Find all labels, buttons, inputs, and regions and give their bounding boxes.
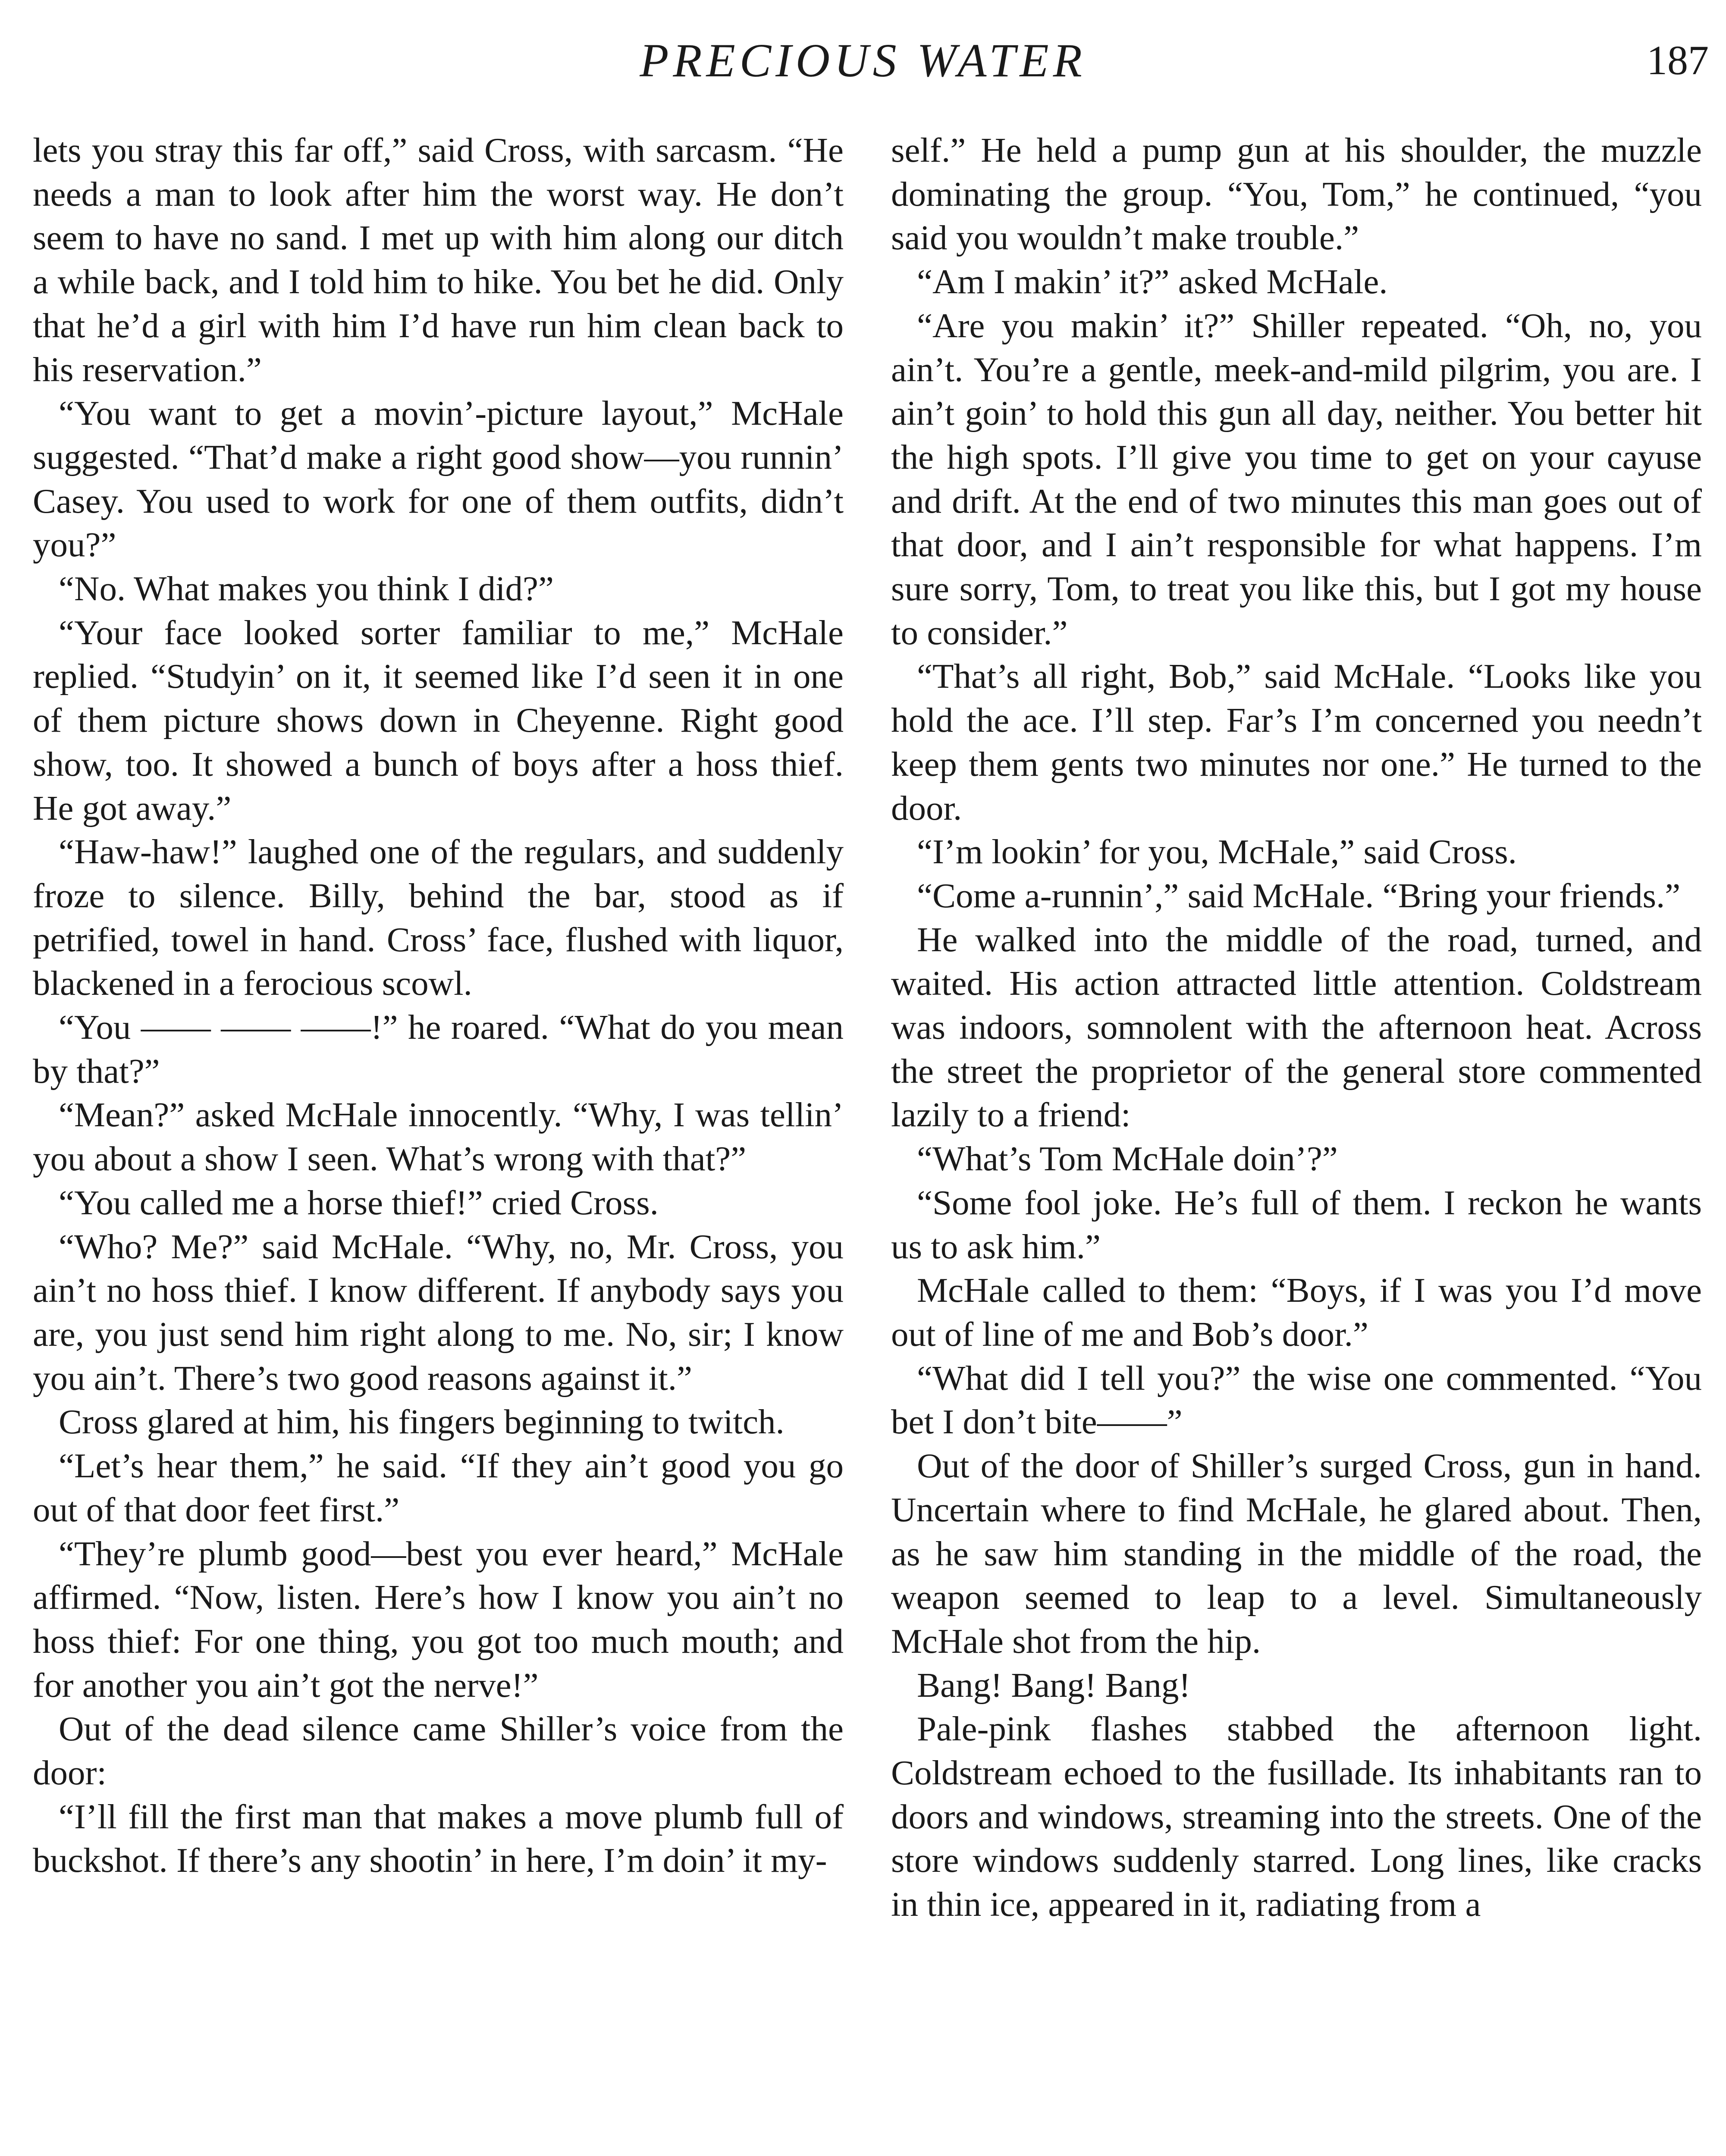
- paragraph: Bang! Bang! Bang!: [917, 1665, 1191, 1705]
- paragraph: “They’re plumb good—best you ever heard,” McHale affirmed. “Now, listen. Here’s how I know you ain’t no hoss thief: For one thing, you got too much mouth; and for another you ain’t got the nerve!”: [33, 1534, 844, 1705]
- paragraph: “That’s all right, Bob,” said McHale. “Looks like you hold the ace. I’ll step. Far’s I’m concerned you needn’t keep them gents two minutes nor one.” He turned to the door.: [891, 657, 1702, 827]
- paragraph: “You —— —— ——!” he roared. “What do you mean by that?”: [33, 1008, 844, 1091]
- paragraph: McHale called to them: “Boys, if I was you I’d move out of line of me and Bob’s door.”: [891, 1271, 1702, 1354]
- paragraph: “You called me a horse thief!” cried Cross.: [59, 1183, 659, 1222]
- paragraph: He walked into the middle of the road, turned, and waited. His action attracted little attention. Coldstream was indoors, somnolent with the afternoon heat. Across the street the proprietor of the general store commented lazily to a friend:: [891, 920, 1702, 1134]
- paragraph: “Am I makin’ it?” asked McHale.: [917, 262, 1388, 301]
- paragraph: “I’ll fill the first man that makes a move plumb full of buckshot. If there’s any shootin’ in here, I’m doin’ it my-: [33, 1797, 844, 1880]
- page-header: [0, 30, 1726, 91]
- running-title: PRECIOUS WATER: [640, 34, 1086, 87]
- paragraph: “Come a-runnin’,” said McHale. “Bring your friends.”: [917, 876, 1681, 915]
- left-text-column: [33, 128, 844, 1883]
- paragraph: “No. What makes you think I did?”: [59, 569, 554, 608]
- paragraph: “What did I tell you?” the wise one commented. “You bet I don’t bite——”: [891, 1358, 1702, 1442]
- right-text-column: [891, 128, 1702, 1927]
- paragraph: “Who? Me?” said McHale. “Why, no, Mr. Cross, you ain’t no hoss thief. I know different. If anybody says you are, you just send him right along to me. No, sir; I know you ain’t. There’s two good reasons against it.”: [33, 1227, 844, 1398]
- paragraph: Pale-pink flashes stabbed the afternoon light. Coldstream echoed to the fusillade. Its inhabitants ran to doors and windows, streaming into the streets. One of the store windows suddenly starred. Long lines, like cracks in thin ice, appeared in it, radiating from a: [891, 1709, 1702, 1924]
- page-number: 187: [1647, 37, 1709, 83]
- paragraph: Out of the dead silence came Shiller’s voice from the door:: [33, 1709, 844, 1792]
- paragraph: “Let’s hear them,” he said. “If they ain’t good you go out of that door feet first.”: [33, 1446, 844, 1529]
- paragraph: Cross glared at him, his fingers beginning to twitch.: [59, 1402, 785, 1442]
- paragraph: “I’m lookin’ for you, McHale,” said Cross.: [917, 832, 1517, 871]
- paragraph: “Your face looked sorter familiar to me,” McHale replied. “Studyin’ on it, it seemed like I’d seen it in one of them picture shows down in Cheyenne. Right good show, too. It showed a bunch of boys after a hoss thief. He got away.”: [33, 613, 844, 827]
- paragraph: Out of the door of Shiller’s surged Cross, gun in hand. Uncertain where to find McHale, he glared about. Then, as he saw him standing in the middle of the road, the weapon seemed to leap to a level. Simultaneously McHale shot from the hip.: [891, 1446, 1702, 1661]
- paragraph: “What’s Tom McHale doin’?”: [917, 1139, 1338, 1178]
- paragraph: “You want to get a movin’-picture layout,” McHale suggested. “That’d make a right good show—you runnin’ Casey. You used to work for one of them outfits, didn’t you?”: [33, 394, 844, 564]
- paragraph: “Mean?” asked McHale innocently. “Why, I was tellin’ you about a show I seen. What’s wrong with that?”: [33, 1095, 844, 1178]
- paragraph: “Haw-haw!” laughed one of the regulars, and suddenly froze to silence. Billy, behind the bar, stood as if petrified, towel in hand. Cross’ face, flushed with liquor, blackened in a ferocious scowl.: [33, 832, 844, 1003]
- paragraph: “Are you makin’ it?” Shiller repeated. “Oh, no, you ain’t. You’re a gentle, meek-and-mild pilgrim, you are. I ain’t goin’ to hold this gun all day, neither. You better hit the high spots. I’ll give you time to get on your cayuse and drift. At the end of two minutes this man goes out of that door, and I ain’t responsible for what happens. I’m sure sorry, Tom, to treat you like this, but I got my house to consider.”: [891, 306, 1702, 652]
- paragraph: “Some fool joke. He’s full of them. I reckon he wants us to ask him.”: [891, 1183, 1702, 1266]
- paragraph: lets you stray this far off,” said Cross, with sarcasm. “He needs a man to look after him the worst way. He don’t seem to have no sand. I met up with him along our ditch a while back, and I told him to hike. You bet he did. Only that he’d a girl with him I’d have run him clean back to his reservation.”: [33, 131, 844, 389]
- paragraph: self.” He held a pump gun at his shoulder, the muzzle dominating the group. “You, Tom,” he continued, “you said you wouldn’t make trouble.”: [891, 131, 1702, 257]
